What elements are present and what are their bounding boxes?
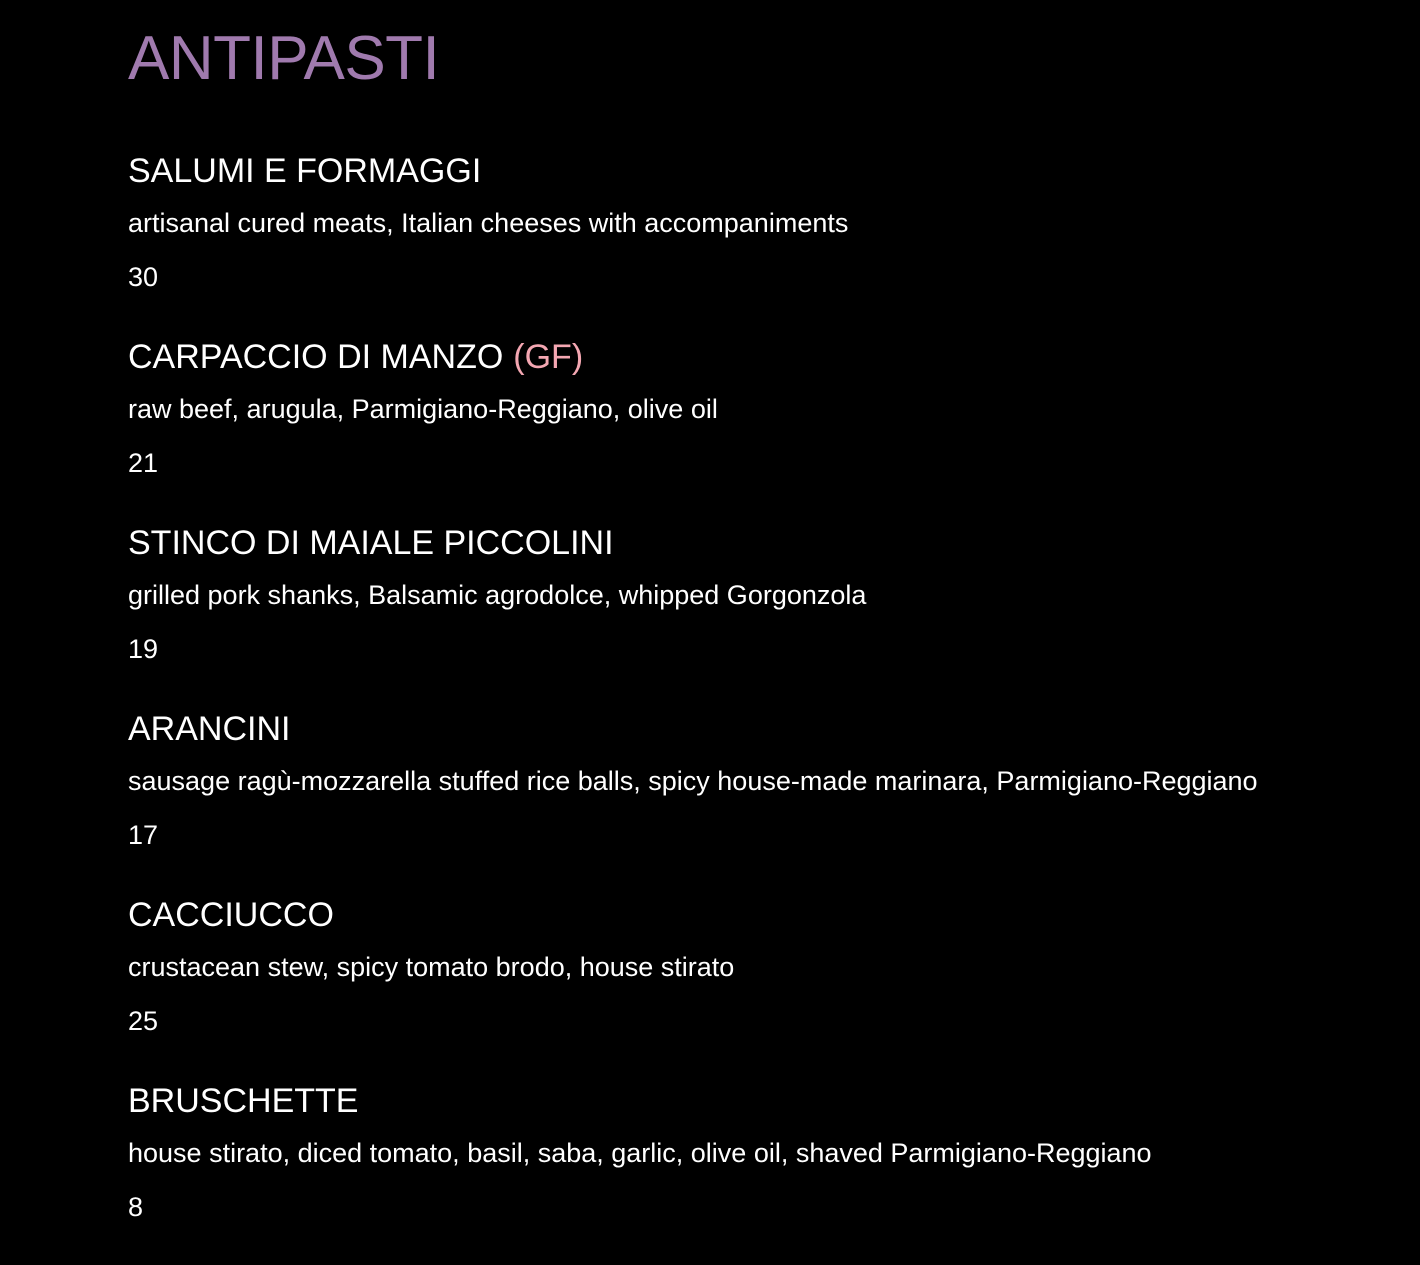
menu-item <box>128 707 1388 893</box>
item-price: 8 <box>128 1192 144 1222</box>
item-name-line <box>128 335 583 379</box>
item-name-line <box>128 149 481 193</box>
item-name: ARANCINI <box>128 710 291 748</box>
item-price: 19 <box>128 634 159 664</box>
item-name: SALUMI E FORMAGGI <box>128 152 482 190</box>
item-name-line <box>128 521 614 565</box>
menu-item <box>128 149 1388 335</box>
item-name-line <box>128 893 334 937</box>
section-title: ANTIPASTI <box>128 24 440 93</box>
item-description: raw beef, arugula, Parmigiano-Reggiano, olive oil <box>128 394 718 424</box>
item-name-line <box>128 707 290 751</box>
item-name: BRUSCHETTE <box>128 1082 359 1120</box>
menu-items-list <box>128 149 1388 1265</box>
item-description: artisanal cured meats, Italian cheeses with accompaniments <box>128 208 849 238</box>
menu-section <box>128 0 1388 1265</box>
item-description: grilled pork shanks, Balsamic agrodolce, whipped Gorgonzola <box>128 580 867 610</box>
item-name: CACCIUCCO <box>128 896 334 934</box>
item-name: STINCO DI MAIALE PICCOLINI <box>128 524 614 562</box>
item-name: CARPACCIO DI MANZO <box>128 338 504 376</box>
menu-item <box>128 521 1388 707</box>
gluten-free-tag: (GF) <box>513 338 584 376</box>
item-description: house stirato, diced tomato, basil, saba, garlic, olive oil, shaved Parmigiano-Reggiano <box>128 1138 1152 1168</box>
item-name-line <box>128 1079 358 1123</box>
item-price: 25 <box>128 1006 159 1036</box>
item-description: crustacean stew, spicy tomato brodo, house stirato <box>128 952 735 982</box>
item-price: 30 <box>128 262 159 292</box>
item-description: sausage ragù-mozzarella stuffed rice balls, spicy house-made marinara, Parmigiano-Reggiano <box>128 766 1258 796</box>
menu-item <box>128 1079 1388 1265</box>
menu-item <box>128 335 1388 521</box>
menu-item <box>128 893 1388 1079</box>
item-price: 17 <box>128 820 159 850</box>
item-price: 21 <box>128 448 159 478</box>
